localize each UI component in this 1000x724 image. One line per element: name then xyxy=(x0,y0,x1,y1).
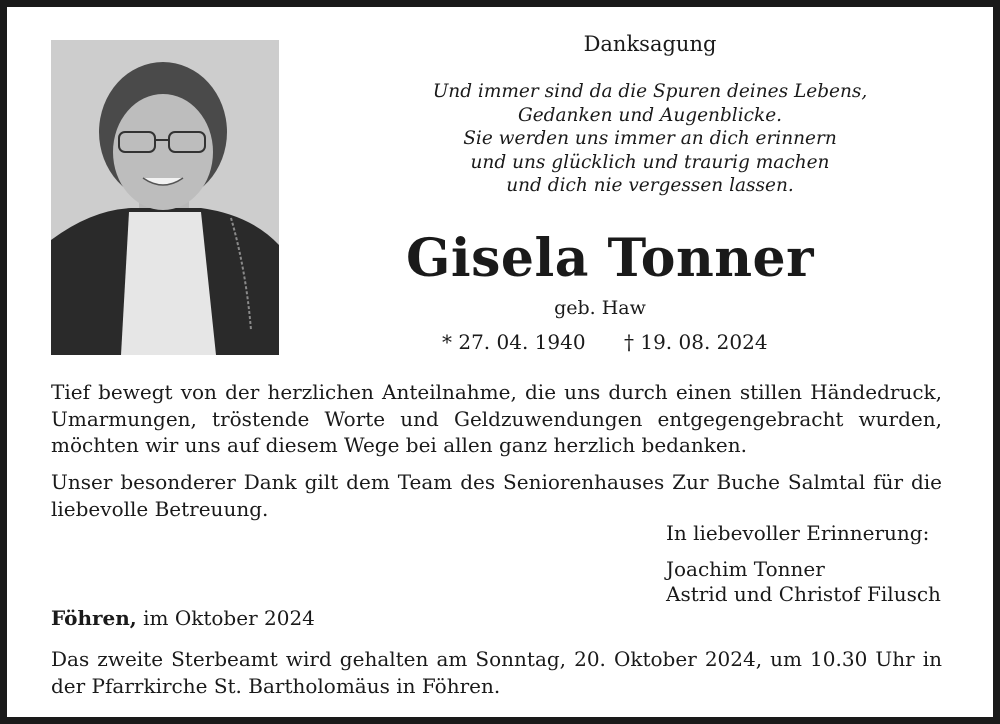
signature-name: Joachim Tonner xyxy=(666,557,825,581)
poem-line: Gedanken und Augenblicke. xyxy=(517,104,783,126)
signature-heading: In liebevoller Erinnerung: xyxy=(666,521,930,545)
paragraph-line: Tief bewegt von der herzlichen Anteilnahme, die uns durch einen stillen Händedruck, xyxy=(51,380,942,404)
paragraph-line: Umarmungen, tröstende Worte und Geldzuwendungen entgegengebracht wurden, xyxy=(51,406,942,431)
poem-line: und uns glücklich und traurig machen xyxy=(470,151,830,173)
signature-name: Astrid und Christof Filusch xyxy=(666,582,941,606)
paragraph-line: liebevolle Betreuung. xyxy=(51,496,269,521)
thanks-paragraph xyxy=(51,379,942,459)
place-date xyxy=(51,606,315,630)
poem xyxy=(390,80,910,198)
place: Föhren, xyxy=(51,606,137,630)
date: im Oktober 2024 xyxy=(136,606,315,630)
maiden-name: geb. Haw xyxy=(554,297,646,319)
paragraph-line: der Pfarrkirche St. Bartholomäus in Föhren. xyxy=(51,673,501,698)
paragraph-line: Das zweite Sterbeamt wird gehalten am Sonntag, 20. Oktober 2024, um 10.30 Uhr in xyxy=(51,647,942,671)
paragraph-line: möchten wir uns auf diesem Wege bei allen ganz herzlich bedanken. xyxy=(51,433,747,457)
portrait-photo xyxy=(51,40,279,355)
birth-date: * 27. 04. 1940 xyxy=(442,330,586,354)
poem-line: Sie werden uns immer an dich erinnern xyxy=(463,128,837,150)
special-thanks-paragraph xyxy=(51,469,942,522)
notice-heading: Danksagung xyxy=(583,32,717,56)
death-date: † 19. 08. 2024 xyxy=(624,330,768,354)
paragraph-line: Unser besonderer Dank gilt dem Team des Seniorenhauses Zur Buche Salmtal für die xyxy=(51,470,942,494)
poem-line: und dich nie vergessen lassen. xyxy=(506,175,794,197)
service-paragraph xyxy=(51,646,942,699)
poem-line: Und immer sind da die Spuren deines Lebens, xyxy=(432,81,868,102)
deceased-name: Gisela Tonner xyxy=(405,228,815,289)
